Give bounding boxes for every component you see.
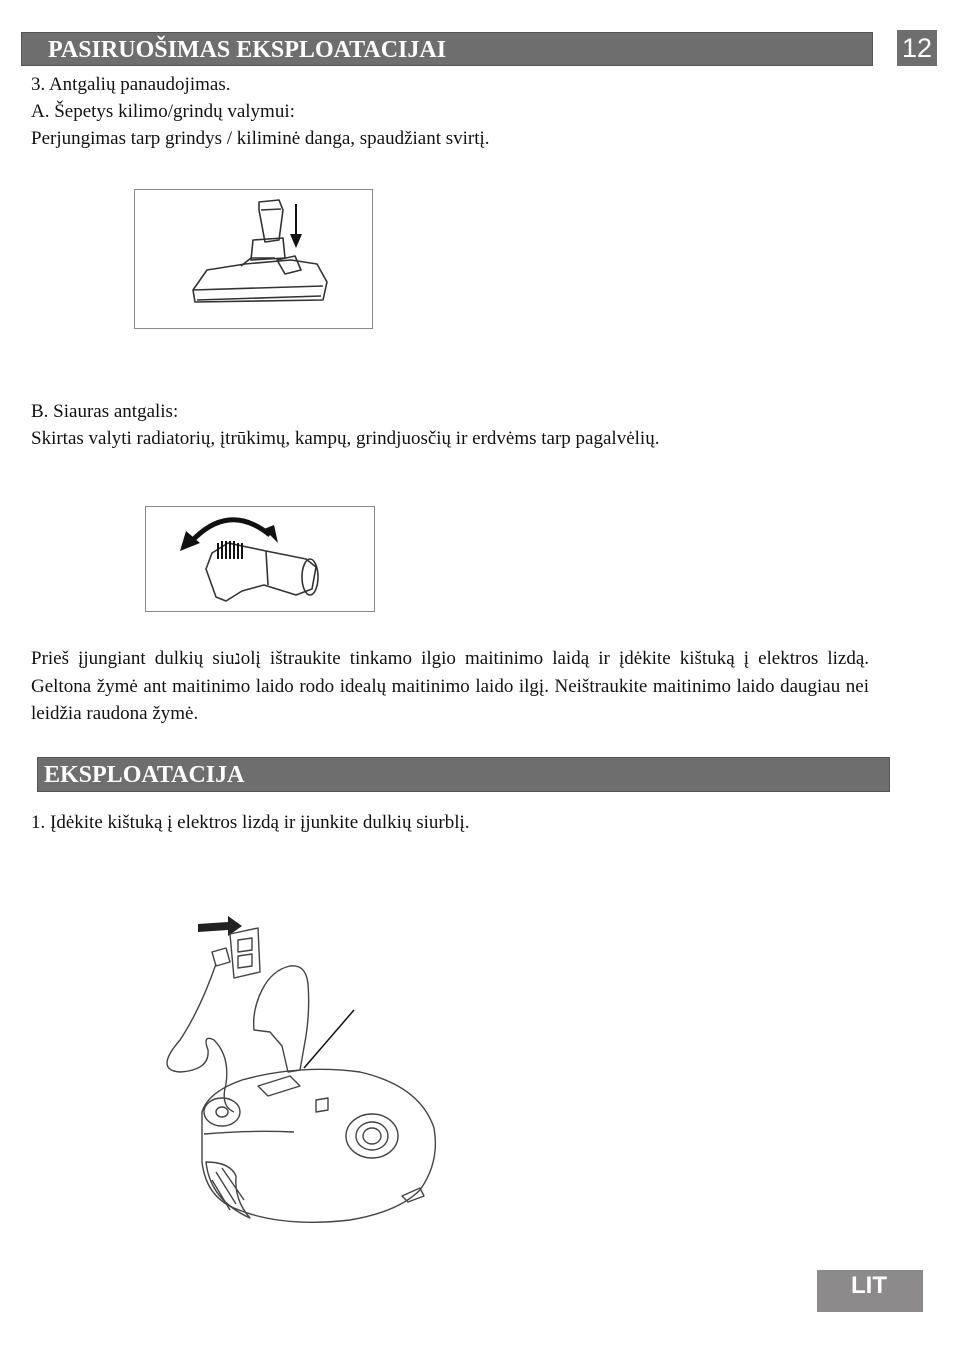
crevice-tool-illustration bbox=[146, 507, 374, 611]
section-title: EKSPLOATACIJA bbox=[44, 762, 245, 788]
floor-brush-illustration bbox=[135, 190, 372, 328]
language-tab: LIT bbox=[817, 1270, 923, 1312]
page-number: 12 bbox=[897, 30, 937, 66]
vacuum-plug-in-figure bbox=[150, 900, 450, 1230]
brush-description: Perjungimas tarp grindys / kiliminė danga, spaudžiant svirtį. bbox=[31, 128, 490, 149]
vacuum-illustration bbox=[150, 900, 450, 1230]
section-title: PASIRUOŠIMAS EKSPLOATACIJAI bbox=[48, 37, 447, 63]
step-1: 1. Įdėkite kištuką į elektros lizdą ir įjunkite dulkių siurblį. bbox=[31, 812, 470, 833]
cord-instructions: Prieš įjungiant dulkių siuנolį ištraukite tinkamo ilgio maitinimo laidą ir įdėkite kištuką į elektros lizdą. Geltona žymė ant maitinimo laido rodo idealų maitinimo laido ilgį. Neištraukite maitinimo laido daugiau nei leidžia raudona žymė. bbox=[31, 648, 870, 724]
crevice-description: Skirtas valyti radiatorių, įtrūkimų, kampų, grindjuosčių ir erdvėms tarp pagalvėlių. bbox=[31, 428, 660, 449]
brush-heading: A. Šepetys kilimo/grindų valymui: bbox=[31, 101, 295, 122]
section-header-use bbox=[37, 757, 890, 792]
section-header-prep bbox=[21, 32, 873, 66]
crevice-tool-figure bbox=[145, 506, 375, 612]
crevice-heading: B. Siauras antgalis: bbox=[31, 401, 179, 422]
floor-brush-figure bbox=[134, 189, 373, 329]
item-3-heading: 3. Antgalių panaudojimas. bbox=[31, 74, 231, 95]
